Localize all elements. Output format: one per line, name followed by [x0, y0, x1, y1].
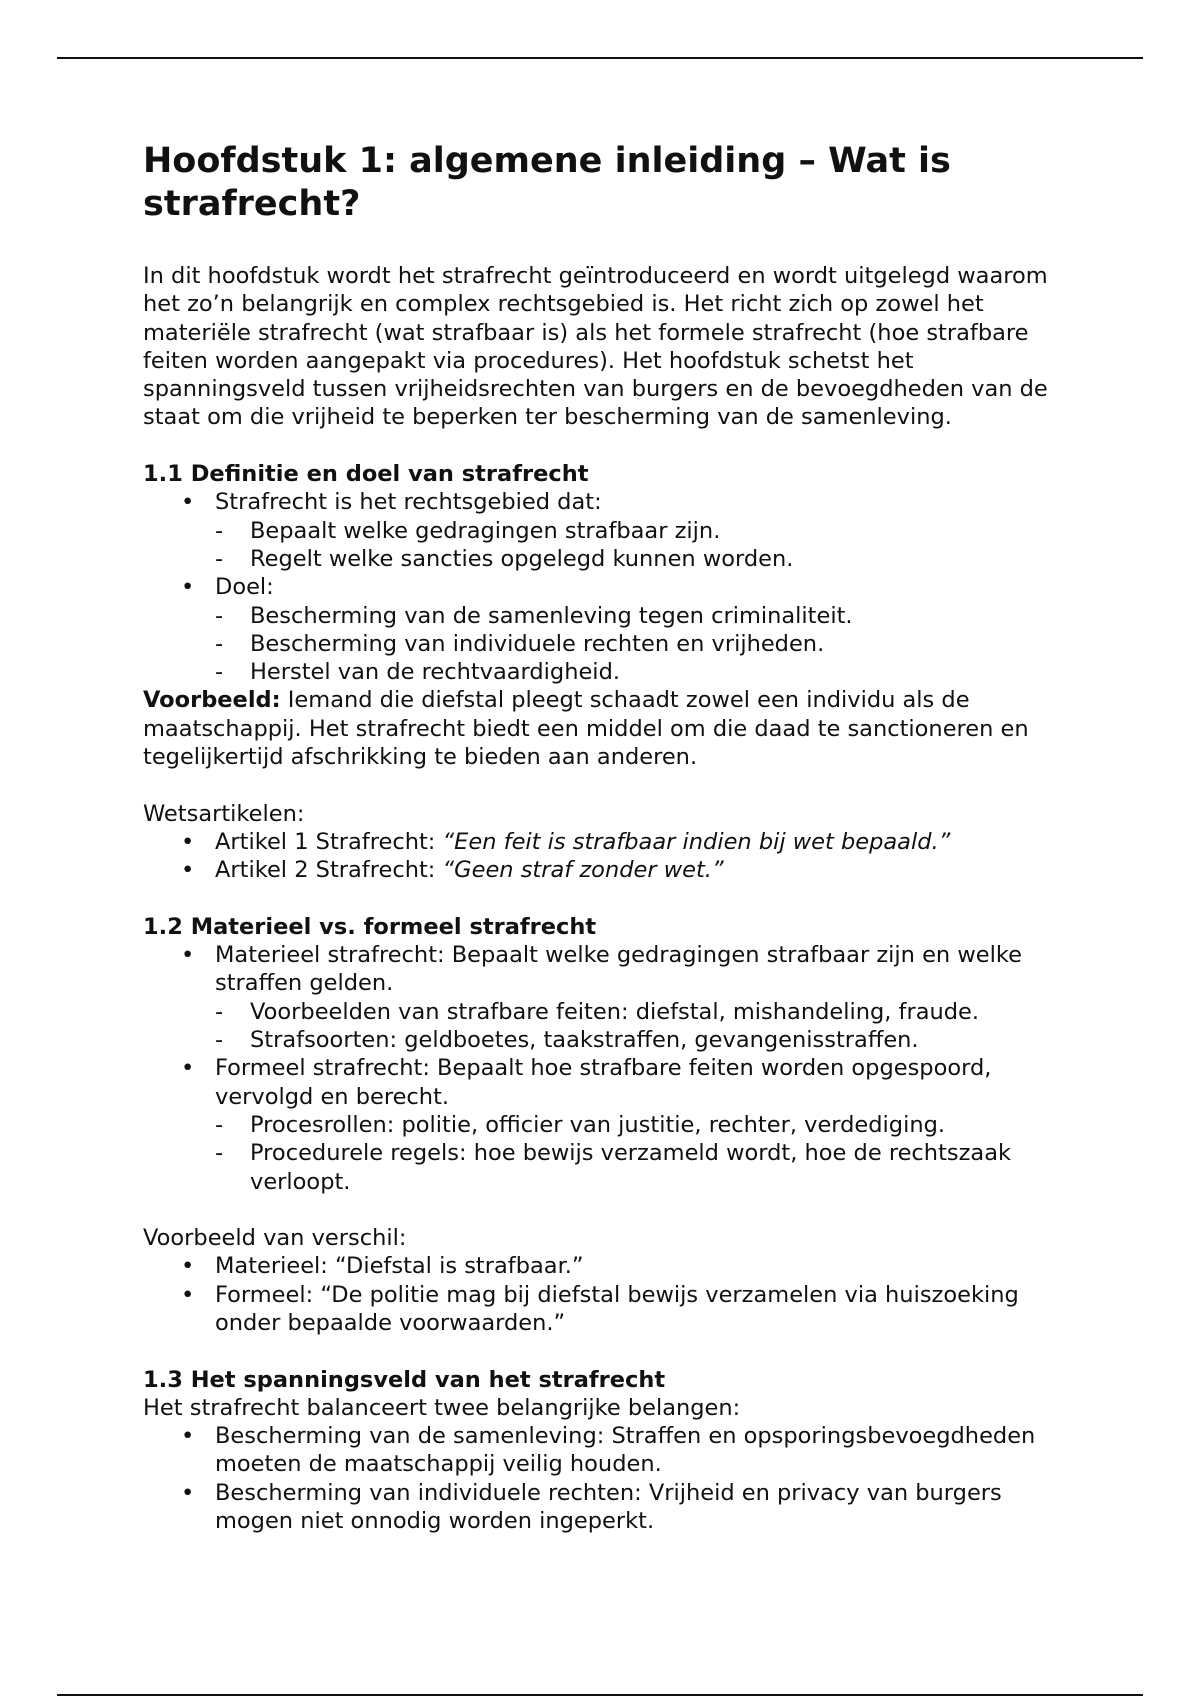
article-quote: “Geen straf zonder wet.” [442, 857, 724, 884]
sub-list [215, 1111, 1068, 1196]
list-item-text: Strafrecht is het rechtsgebied dat: [215, 489, 602, 516]
page-title: Hoofdstuk 1: algemene inleiding – Wat is strafrecht? [143, 141, 951, 224]
sub-list-item: - Bescherming van individuele rechten en vrijheden. [215, 630, 1068, 658]
example-text: Iemand die diefstal pleegt schaadt zowel een individu als de maatschappij. Het strafrecht biedt een middel om die daad te sanctioneren en tegelijkertijd afschrikking te bieden aan anderen. [143, 687, 1029, 771]
sub-list-item: - Strafsoorten: geldboetes, taakstraffen, gevangenisstraffen. [215, 1026, 1068, 1054]
wetsartikelen-list [143, 828, 1068, 885]
sub-list-item: - Procedurele regels: hoe bewijs verzameld wordt, hoe de rechtszaak verloopt. [215, 1139, 1068, 1196]
section-heading-1-2: 1.2 Materieel vs. formeel strafrecht [143, 913, 597, 940]
spanningsveld-intro: Het strafrecht balanceert twee belangrijke belangen: [143, 1394, 741, 1421]
sub-list-item: - Bepaalt welke gedragingen strafbaar zijn. [215, 517, 1068, 545]
spanningsveld-list [143, 1422, 1068, 1535]
verschil-list [143, 1252, 1068, 1337]
section-heading-1-3: 1.3 Het spanningsveld van het strafrecht [143, 1366, 666, 1393]
document-body [143, 140, 1068, 1535]
definition-list [143, 488, 1068, 686]
list-item: • Materieel: “Diefstal is strafbaar.” [143, 1252, 1068, 1280]
article-prefix: Artikel 2 Strafrecht: [215, 857, 443, 884]
list-item: • Bescherming van de samenleving: Straffen en opsporingsbevoegdheden moeten de maatschappij veilig houden. [143, 1422, 1068, 1479]
article-quote: “Een feit is strafbaar indien bij wet bepaald.” [442, 828, 951, 855]
list-item [143, 941, 1068, 1054]
wetsartikelen-label: Wetsartikelen: [143, 800, 305, 827]
sub-list [215, 998, 1068, 1055]
list-item-text: Materieel strafrecht: Bepaalt welke gedragingen strafbaar zijn en welke straffen gelden. [215, 942, 1022, 997]
sub-list-item: - Voorbeelden van strafbare feiten: diefstal, mishandeling, fraude. [215, 998, 1068, 1026]
header-rule [57, 57, 1143, 59]
sub-list [215, 602, 1068, 687]
article-prefix: Artikel 1 Strafrecht: [215, 828, 443, 855]
list-item-text: Formeel strafrecht: Bepaalt hoe strafbare feiten worden opgespoord, vervolgd en berecht. [215, 1055, 992, 1110]
list-item-text: Doel: [215, 574, 274, 601]
sub-list-item: - Procesrollen: politie, officier van justitie, rechter, verdediging. [215, 1111, 1068, 1139]
list-item [143, 856, 1068, 884]
sub-list [215, 517, 1068, 574]
list-item [143, 828, 1068, 856]
sub-list-item: - Bescherming van de samenleving tegen criminaliteit. [215, 602, 1068, 630]
footer-rule [57, 1694, 1143, 1696]
list-item [143, 1054, 1068, 1195]
list-item [143, 573, 1068, 686]
example-paragraph [143, 686, 1068, 771]
section-heading-1-1: 1.1 Definitie en doel van strafrecht [143, 461, 589, 488]
materieel-formeel-list [143, 941, 1068, 1196]
sub-list-item: - Herstel van de rechtvaardigheid. [215, 658, 1068, 686]
list-item: • Bescherming van individuele rechten: Vrijheid en privacy van burgers mogen niet onnodig worden ingeperkt. [143, 1479, 1068, 1536]
sub-list-item: - Regelt welke sancties opgelegd kunnen worden. [215, 545, 1068, 573]
verschil-label: Voorbeeld van verschil: [143, 1225, 407, 1252]
list-item: • Formeel: “De politie mag bij diefstal bewijs verzamelen via huiszoeking onder bepaalde voorwaarden.” [143, 1281, 1068, 1338]
intro-paragraph: In dit hoofdstuk wordt het strafrecht geïntroduceerd en wordt uitgelegd waarom het zo’n belangrijk en complex rechtsgebied is. Het richt zich op zowel het materiële strafrecht (wat strafbaar is) als het formele strafrecht (hoe strafbare feiten worden aangepakt via procedures). Het hoofdstuk schetst het spanningsveld tussen vrijheidsrechten van burgers en de bevoegdheden van de staat om die vrijheid te beperken ter bescherming van de samenleving. [143, 263, 1048, 431]
example-label: Voorbeeld: [143, 687, 281, 714]
list-item [143, 488, 1068, 573]
